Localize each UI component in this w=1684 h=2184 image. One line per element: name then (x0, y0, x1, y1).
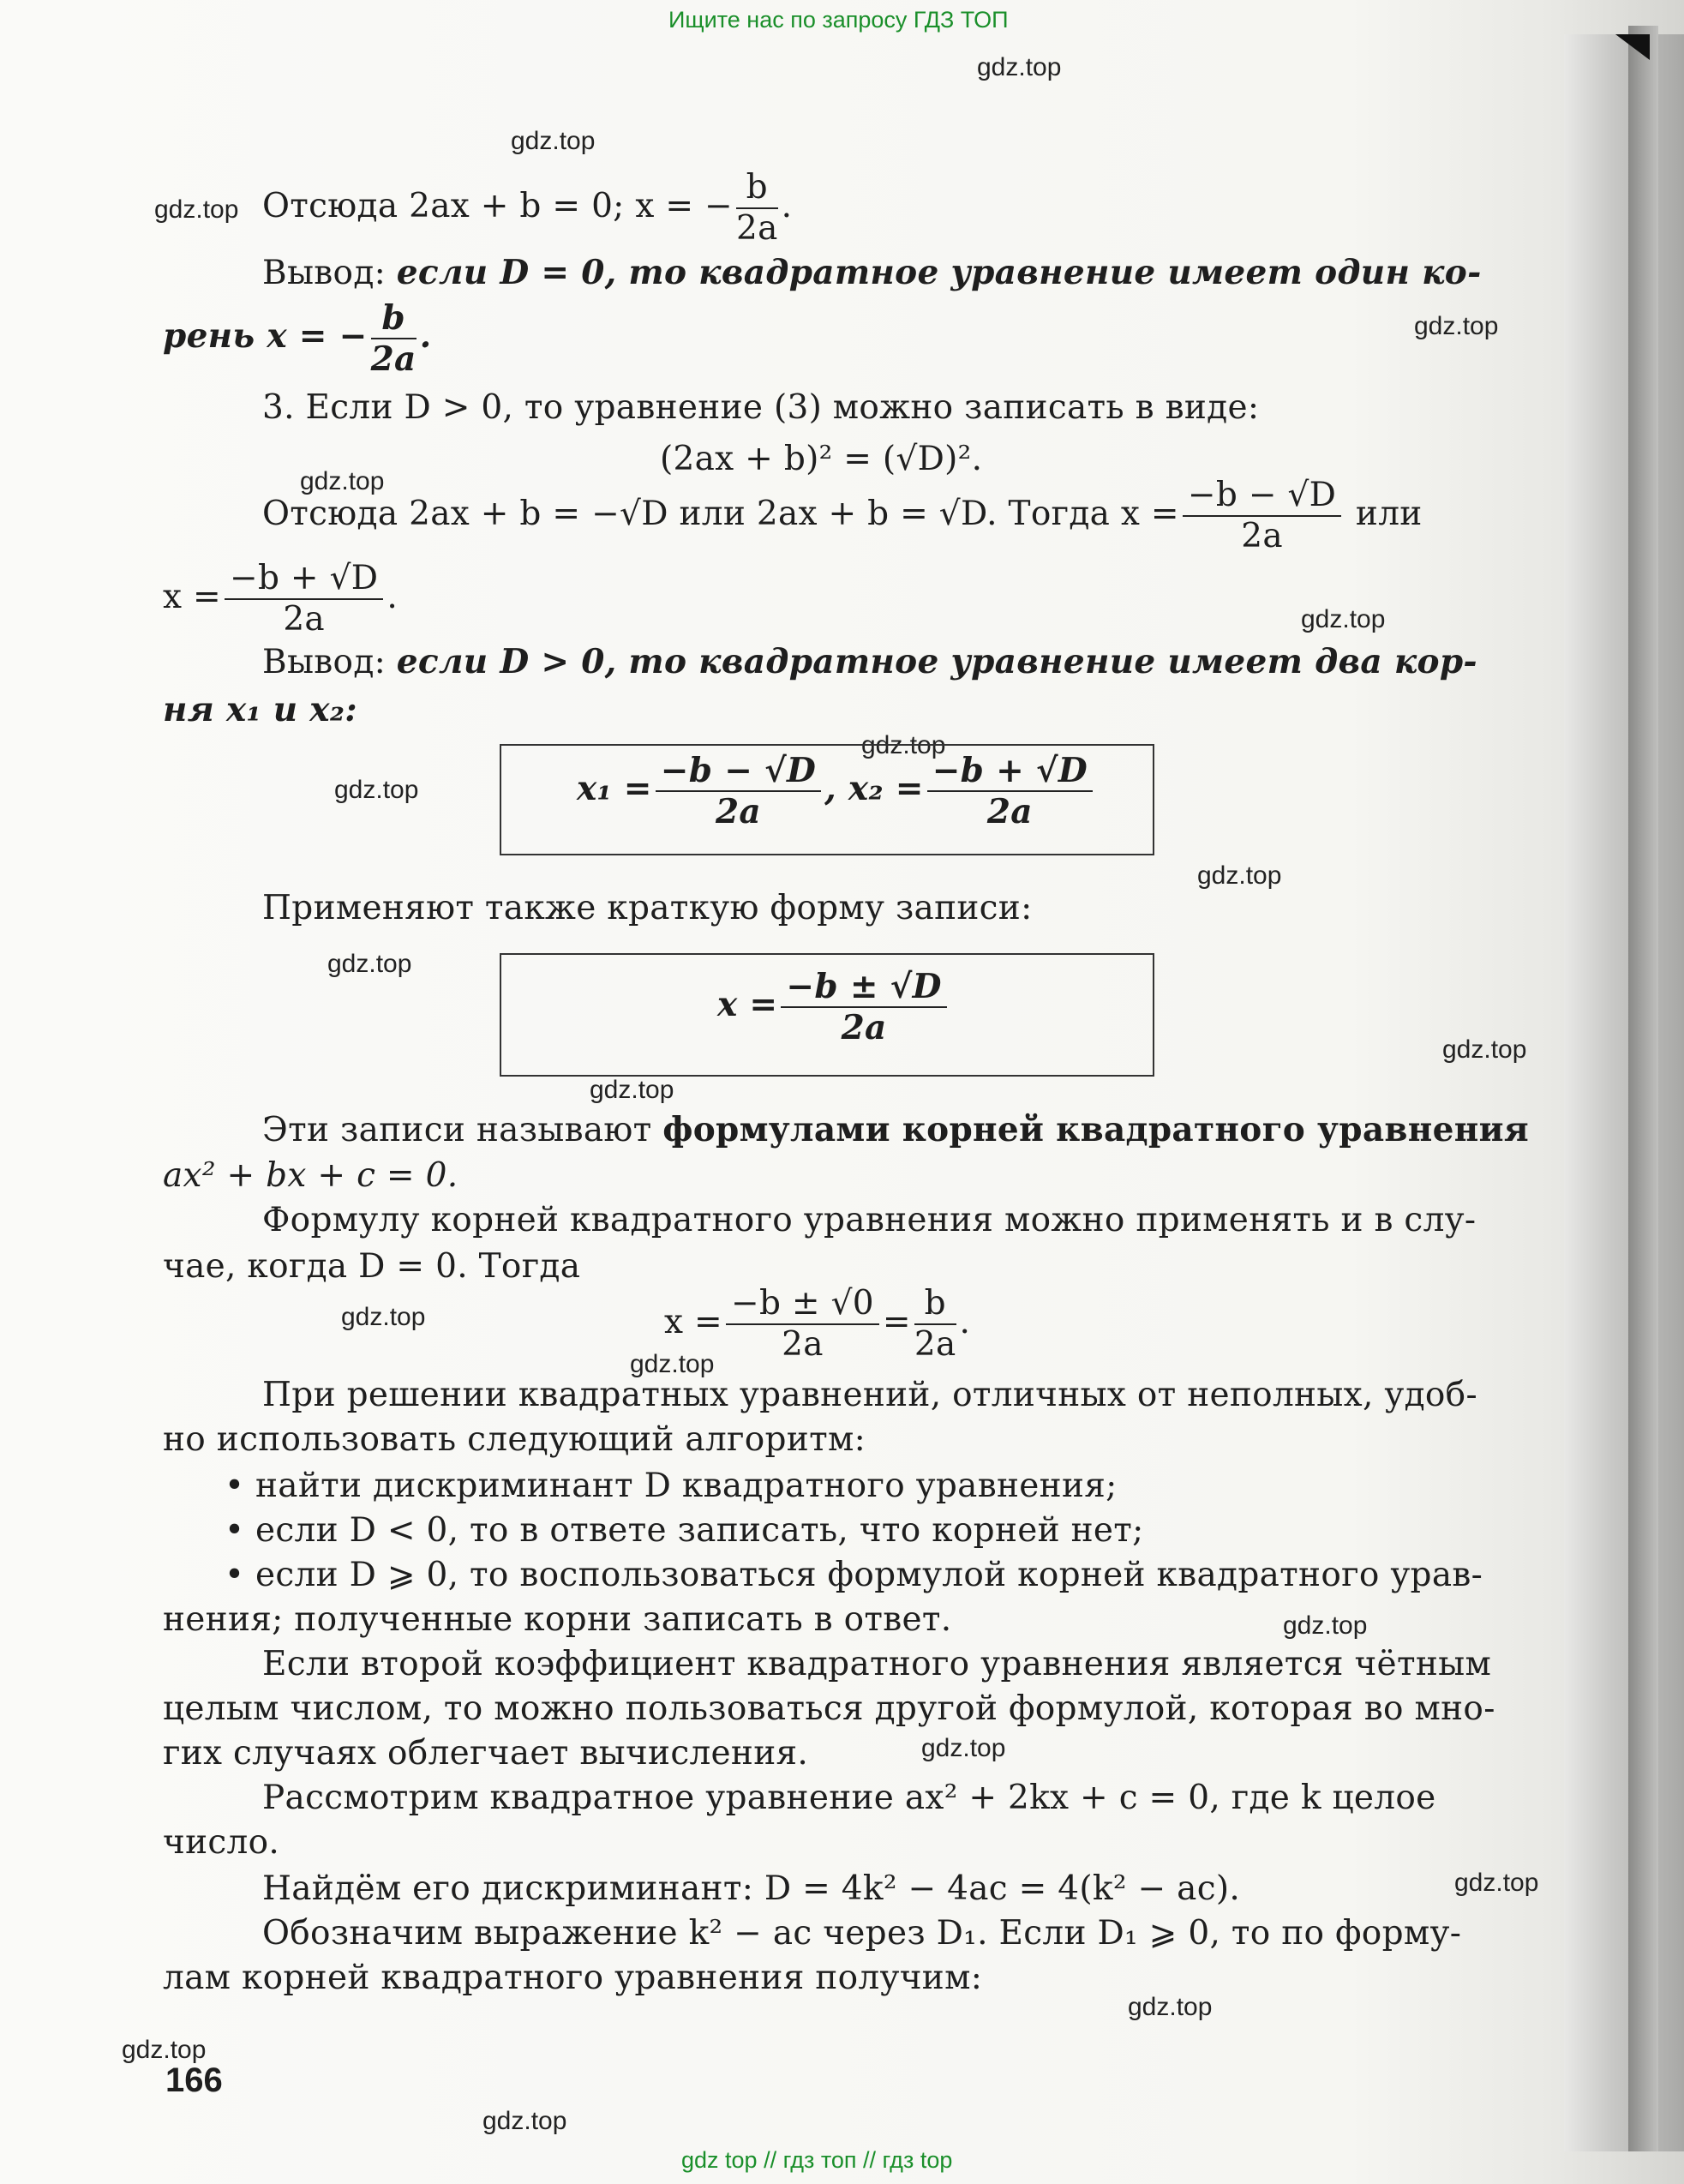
text-line: ня x₁ и x₂: (163, 690, 357, 729)
watermark: gdz.top (1414, 312, 1499, 340)
watermark: gdz.top (1442, 1035, 1527, 1064)
watermark: gdz.top (590, 1076, 674, 1104)
fraction: $\frac{-b + √D}{2a}$ (927, 751, 1093, 831)
text-line: целым числом, то можно пользоваться другой формулой, которая во мно- (163, 1689, 1495, 1728)
fraction: $\frac{b}{2a}$ (914, 1284, 956, 1364)
watermark: gdz.top (1301, 605, 1386, 633)
text-line: Эти записи называют формулами корней квадратного уравнения (262, 1110, 1529, 1149)
page-edge-shadow (1564, 34, 1684, 2151)
watermark: gdz.top (334, 776, 419, 804)
text-line: 3. Если D > 0, то уравнение (3) можно записать в виде: (262, 388, 1260, 427)
formula-line: x₁ = $\frac{-b - √D}{2a}$ , x₂ = $\frac{-b + √D}{2a}$ (577, 751, 1096, 831)
bullet-item: • если D < 0, то в ответе записать, что корней нет; (225, 1511, 1144, 1550)
text-line: Вывод: если D = 0, то квадратное уравнение имеет один ко- (262, 253, 1482, 292)
watermark: gdz.top (341, 1303, 426, 1331)
text-line: Формулу корней квадратного уравнения можно применять и в слу- (262, 1201, 1477, 1239)
footer-banner[interactable]: gdz top // гдз топ // гдз top (681, 2147, 953, 2173)
text-line: число. (163, 1823, 280, 1862)
bullet-item: • найти дискриминант D квадратного уравнения; (225, 1467, 1118, 1505)
text-line: ax² + bx + c = 0. (163, 1156, 458, 1195)
watermark: gdz.top (630, 1350, 715, 1378)
watermark: gdz.top (1454, 1869, 1539, 1897)
watermark: gdz.top (122, 2036, 207, 2064)
text-line: При решении квадратных уравнений, отличных от неполных, удоб- (262, 1376, 1477, 1414)
watermark: gdz.top (327, 950, 412, 978)
formula-line: (2ax + b)² = (√D)². (660, 440, 983, 478)
watermark: gdz.top (861, 731, 946, 759)
text-line: Найдём его дискриминант: D = 4k² − 4ac = 4(k² − ac). (262, 1869, 1241, 1908)
text-line: лам корней квадратного уравнения получим: (163, 1959, 983, 1997)
text-line: Рассмотрим квадратное уравнение ax² + 2kx + c = 0, где k целое (262, 1779, 1436, 1817)
text-line: рень x = − $\frac{b}{2a}$ . (163, 298, 432, 379)
text-line: Если второй коэффициент квадратного уравнения является чётным (262, 1645, 1492, 1683)
fraction: $\frac{-b \pm √D}{2a}$ (781, 967, 946, 1047)
watermark: gdz.top (1197, 861, 1282, 890)
text-line: чае, когда D = 0. Тогда (163, 1247, 581, 1286)
text-line: Вывод: если D > 0, то квадратное уравнение имеет два кор- (262, 642, 1477, 681)
fraction: $\frac{-b - √D}{2a}$ (1183, 476, 1341, 556)
text-line: Отсюда 2ax + b = −√D или 2ax + b = √D. Тогда x = $\frac{-b - √D}{2a}$ или (262, 476, 1423, 555)
text-line: Применяют также краткую форму записи: (262, 889, 1033, 927)
watermark: gdz.top (921, 1734, 1006, 1762)
watermark: gdz.top (482, 2107, 567, 2135)
top-banner[interactable]: Ищите нас по запросу ГДЗ ТОП (668, 7, 1009, 33)
formula-box (500, 744, 1154, 855)
fraction: $\frac{-b + √D}{2a}$ (225, 559, 383, 639)
text-line: но использовать следующий алгоритм: (163, 1420, 866, 1459)
formula-line: x = $\frac{-b \pm √D}{2a}$ (717, 967, 950, 1047)
text-line: нения; полученные корни записать в ответ. (163, 1600, 952, 1639)
fraction: $\frac{b}{2a}$ (370, 298, 417, 379)
watermark: gdz.top (1283, 1611, 1368, 1640)
text-line: x = $\frac{-b + √D}{2a}$ . (163, 559, 399, 639)
watermark: gdz.top (511, 127, 596, 155)
fraction: $\frac{-b \pm √0}{2a}$ (726, 1284, 879, 1365)
corner-mark (1615, 34, 1650, 60)
text-line: Отсюда 2ax + b = 0; x = − $\frac{b}{2a}$ . (262, 168, 793, 248)
formula-line: x = $\frac{-b \pm √0}{2a}$ = $\frac{b}{2a}$ . (664, 1284, 971, 1364)
fraction: $\frac{b}{2a}$ (735, 168, 778, 248)
watermark: gdz.top (154, 195, 239, 224)
watermark: gdz.top (300, 467, 385, 495)
text-line: гих случаях облегчает вычисления. (163, 1734, 809, 1773)
watermark: gdz.top (977, 53, 1062, 81)
binding-shadow (1628, 26, 1658, 2151)
page-number: 166 (165, 2061, 223, 2099)
bullet-item: • если D ⩾ 0, то воспользоваться формулой корней квадратного урав- (225, 1556, 1483, 1594)
text-line: Обозначим выражение k² − ac через D₁. Если D₁ ⩾ 0, то по форму- (262, 1914, 1462, 1953)
watermark: gdz.top (1128, 1993, 1213, 2021)
fraction: $\frac{-b - √D}{2a}$ (656, 751, 821, 831)
formula-box (500, 953, 1154, 1077)
